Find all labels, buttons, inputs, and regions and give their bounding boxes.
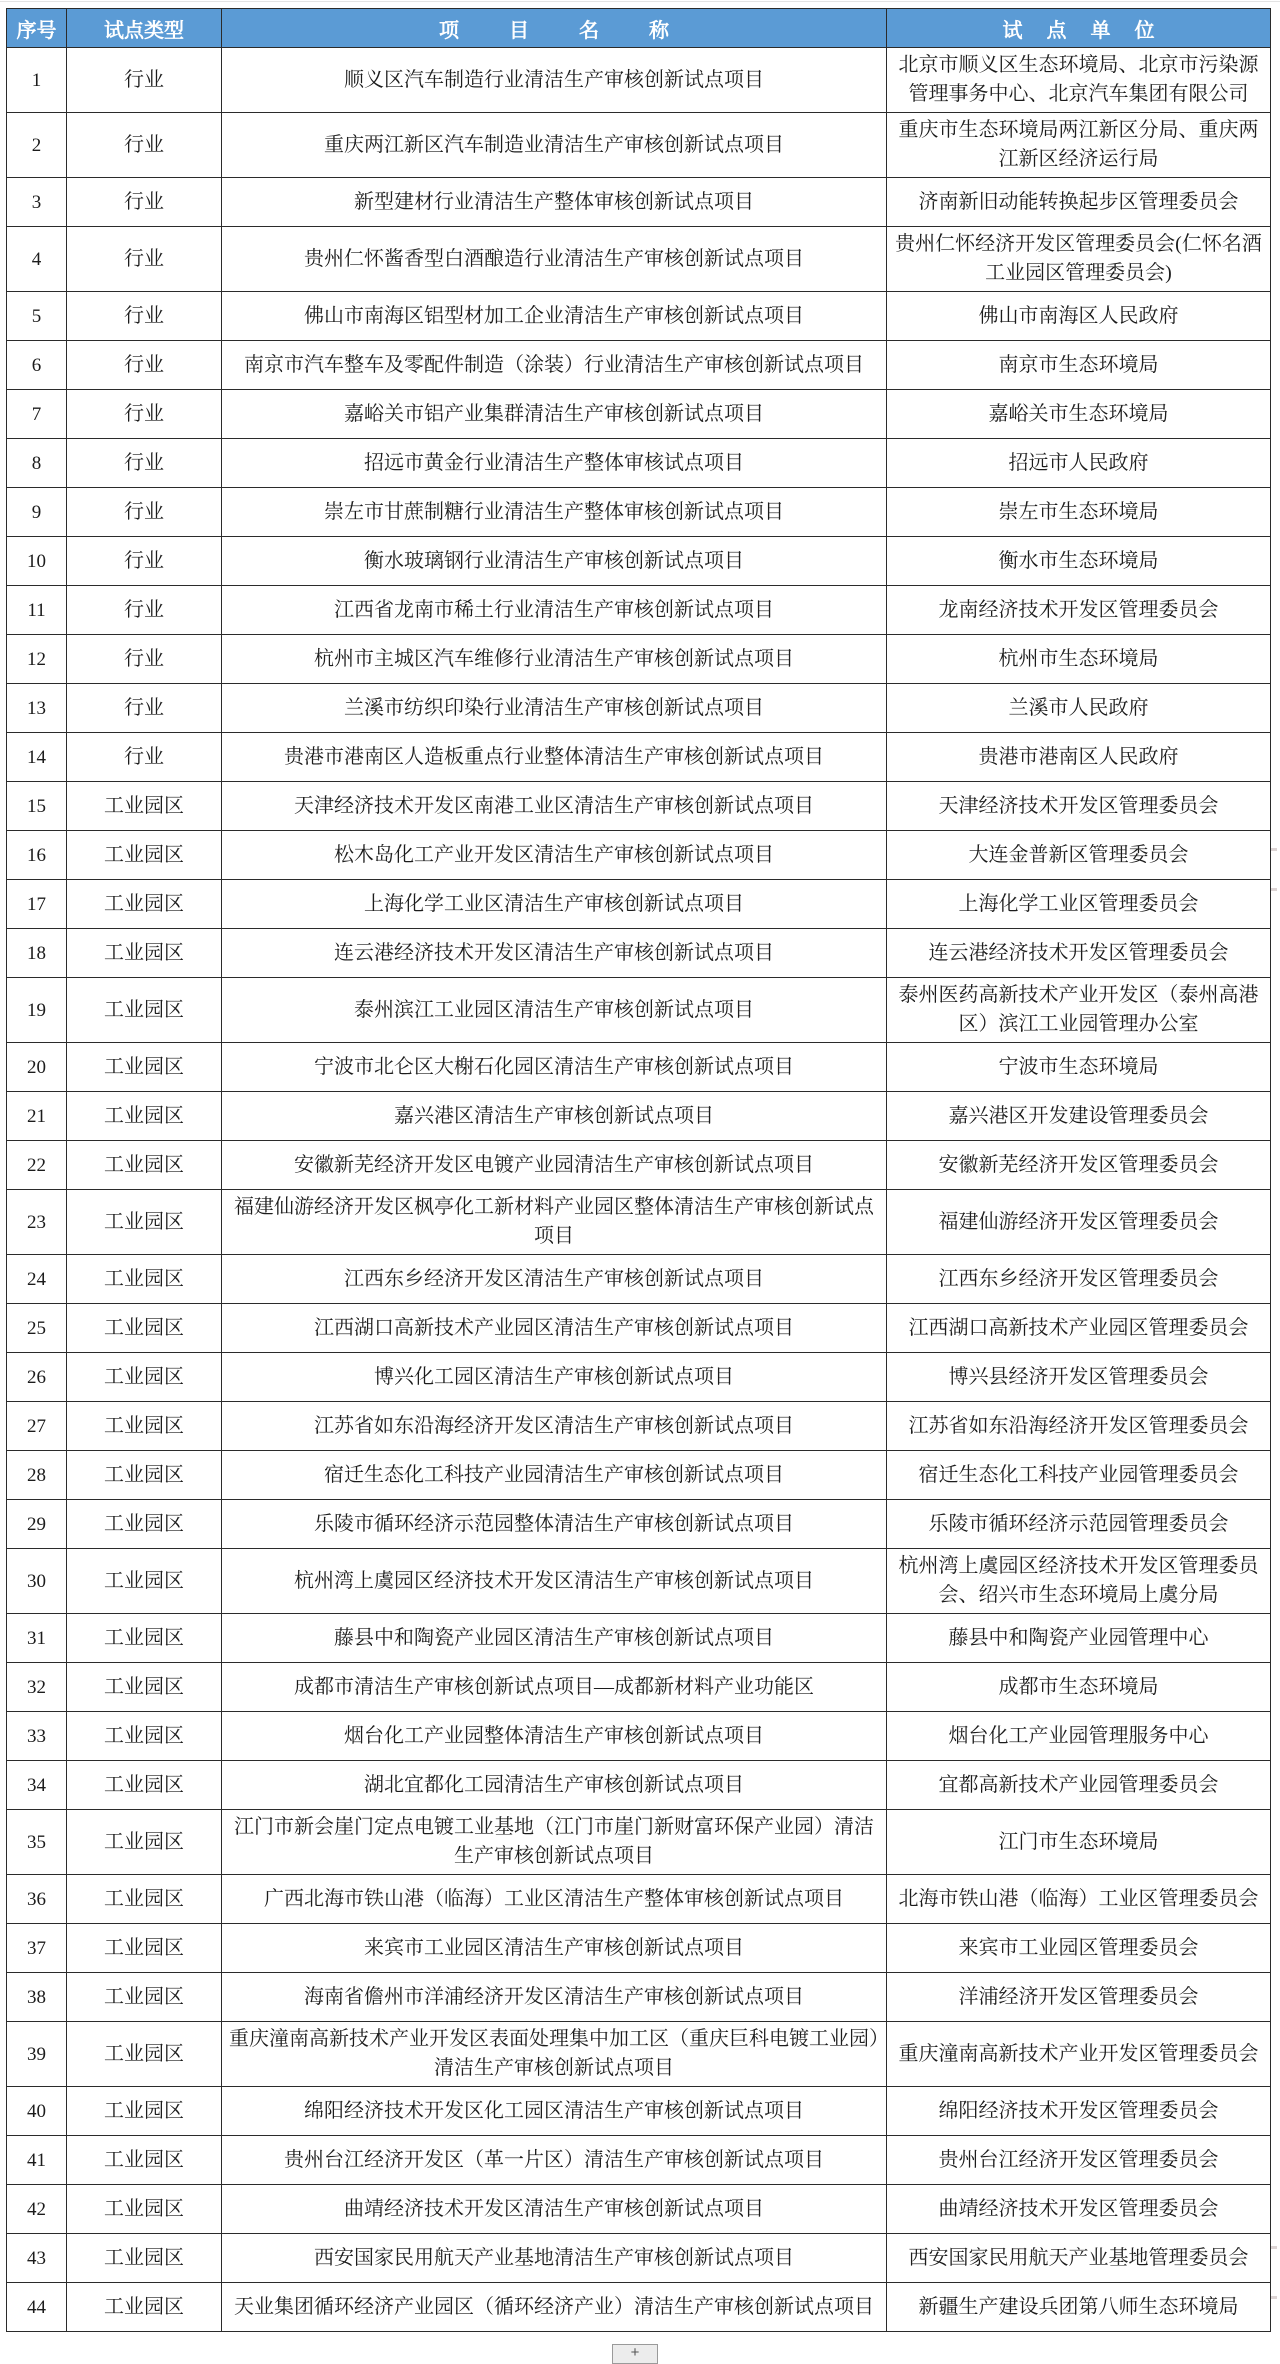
cell-project: 泰州滨江工业园区清洁生产审核创新试点项目 [222, 978, 887, 1043]
table-row [7, 48, 1271, 113]
cell-type: 工业园区 [67, 782, 222, 831]
table-row [7, 978, 1271, 1043]
cell-no: 30 [7, 1549, 67, 1614]
table-row [7, 2022, 1271, 2087]
cell-unit: 北海市铁山港（临海）工业区管理委员会 [887, 1875, 1271, 1924]
cell-project: 杭州市主城区汽车维修行业清洁生产审核创新试点项目 [222, 635, 887, 684]
cell-unit: 衡水市生态环境局 [887, 537, 1271, 586]
cell-no: 1 [7, 48, 67, 113]
cell-type: 工业园区 [67, 978, 222, 1043]
cell-type: 行业 [67, 488, 222, 537]
cell-unit: 崇左市生态环境局 [887, 488, 1271, 537]
cell-project: 招远市黄金行业清洁生产整体审核试点项目 [222, 439, 887, 488]
cell-no: 34 [7, 1761, 67, 1810]
cell-no: 7 [7, 390, 67, 439]
cell-unit: 烟台化工产业园管理服务中心 [887, 1712, 1271, 1761]
cell-unit: 洋浦经济开发区管理委员会 [887, 1973, 1271, 2022]
cell-unit: 龙南经济技术开发区管理委员会 [887, 586, 1271, 635]
table-header [7, 9, 1271, 48]
cell-no: 4 [7, 227, 67, 292]
cell-no: 15 [7, 782, 67, 831]
table-row [7, 488, 1271, 537]
cell-type: 行业 [67, 635, 222, 684]
table-row [7, 537, 1271, 586]
cell-type: 行业 [67, 227, 222, 292]
cell-project: 杭州湾上虞园区经济技术开发区清洁生产审核创新试点项目 [222, 1549, 887, 1614]
cell-type: 工业园区 [67, 1549, 222, 1614]
cell-type: 工业园区 [67, 1402, 222, 1451]
cell-type: 行业 [67, 439, 222, 488]
cell-project: 江苏省如东沿海经济开发区清洁生产审核创新试点项目 [222, 1402, 887, 1451]
table-row [7, 929, 1271, 978]
table-row [7, 1500, 1271, 1549]
cell-unit: 曲靖经济技术开发区管理委员会 [887, 2185, 1271, 2234]
cell-unit: 新疆生产建设兵团第八师生态环境局 [887, 2283, 1271, 2332]
cell-project: 松木岛化工产业开发区清洁生产审核创新试点项目 [222, 831, 887, 880]
cell-unit: 嘉兴港区开发建设管理委员会 [887, 1092, 1271, 1141]
cell-type: 工业园区 [67, 2234, 222, 2283]
cell-type: 工业园区 [67, 2087, 222, 2136]
cell-unit: 贵州仁怀经济开发区管理委员会(仁怀名酒工业园区管理委员会) [887, 227, 1271, 292]
cell-project: 贵州仁怀酱香型白酒酿造行业清洁生产审核创新试点项目 [222, 227, 887, 292]
cell-project: 曲靖经济技术开发区清洁生产审核创新试点项目 [222, 2185, 887, 2234]
cell-no: 35 [7, 1810, 67, 1875]
cell-project: 成都市清洁生产审核创新试点项目—成都新材料产业功能区 [222, 1663, 887, 1712]
table-row [7, 1043, 1271, 1092]
cell-no: 43 [7, 2234, 67, 2283]
cell-no: 29 [7, 1500, 67, 1549]
cell-project: 重庆潼南高新技术产业开发区表面处理集中加工区（重庆巨科电镀工业园）清洁生产审核创新试点项目 [222, 2022, 887, 2087]
cell-type: 行业 [67, 537, 222, 586]
table-row [7, 1190, 1271, 1255]
cell-unit: 江西东乡经济开发区管理委员会 [887, 1255, 1271, 1304]
cell-unit: 泰州医药高新技术产业开发区（泰州高港区）滨江工业园管理办公室 [887, 978, 1271, 1043]
cell-type: 工业园区 [67, 2022, 222, 2087]
table-row [7, 113, 1271, 178]
cell-project: 天津经济技术开发区南港工业区清洁生产审核创新试点项目 [222, 782, 887, 831]
cell-unit: 杭州市生态环境局 [887, 635, 1271, 684]
cell-unit: 西安国家民用航天产业基地管理委员会 [887, 2234, 1271, 2283]
table-row [7, 439, 1271, 488]
table-row [7, 2087, 1271, 2136]
cell-unit: 宜都高新技术产业园管理委员会 [887, 1761, 1271, 1810]
cell-type: 工业园区 [67, 1924, 222, 1973]
pilot-projects-table [6, 8, 1271, 2332]
cell-type: 工业园区 [67, 1043, 222, 1092]
header-no-label: 序号 [16, 19, 57, 42]
cell-type: 工业园区 [67, 1451, 222, 1500]
table-body [7, 48, 1271, 2332]
cell-project: 江西省龙南市稀土行业清洁生产审核创新试点项目 [222, 586, 887, 635]
table-row [7, 1141, 1271, 1190]
table-row [7, 2136, 1271, 2185]
cell-no: 2 [7, 113, 67, 178]
table-row [7, 1973, 1271, 2022]
cell-unit: 连云港经济技术开发区管理委员会 [887, 929, 1271, 978]
cell-project: 湖北宜都化工园清洁生产审核创新试点项目 [222, 1761, 887, 1810]
cell-type: 行业 [67, 341, 222, 390]
cell-project: 连云港经济技术开发区清洁生产审核创新试点项目 [222, 929, 887, 978]
table-row [7, 2283, 1271, 2332]
cell-no: 14 [7, 733, 67, 782]
cell-type: 工业园区 [67, 2185, 222, 2234]
cell-no: 28 [7, 1451, 67, 1500]
cell-project: 重庆两江新区汽车制造业清洁生产审核创新试点项目 [222, 113, 887, 178]
cell-unit: 嘉峪关市生态环境局 [887, 390, 1271, 439]
cell-unit: 贵州台江经济开发区管理委员会 [887, 2136, 1271, 2185]
cell-project: 海南省儋州市洋浦经济开发区清洁生产审核创新试点项目 [222, 1973, 887, 2022]
header-type [67, 9, 222, 48]
cell-unit: 南京市生态环境局 [887, 341, 1271, 390]
cell-type: 行业 [67, 733, 222, 782]
cell-no: 40 [7, 2087, 67, 2136]
table-row [7, 684, 1271, 733]
table-row [7, 178, 1271, 227]
cell-no: 41 [7, 2136, 67, 2185]
cell-project: 西安国家民用航天产业基地清洁生产审核创新试点项目 [222, 2234, 887, 2283]
table-row [7, 1255, 1271, 1304]
cell-unit: 福建仙游经济开发区管理委员会 [887, 1190, 1271, 1255]
cell-type: 工业园区 [67, 1190, 222, 1255]
cell-unit: 大连金普新区管理委员会 [887, 831, 1271, 880]
cell-project: 新型建材行业清洁生产整体审核创新试点项目 [222, 178, 887, 227]
cell-no: 23 [7, 1190, 67, 1255]
cell-project: 佛山市南海区铝型材加工企业清洁生产审核创新试点项目 [222, 292, 887, 341]
cell-type: 行业 [67, 178, 222, 227]
table-row [7, 1451, 1271, 1500]
table-row [7, 1549, 1271, 1614]
table-row [7, 1353, 1271, 1402]
cell-no: 21 [7, 1092, 67, 1141]
cell-no: 37 [7, 1924, 67, 1973]
cell-type: 工业园区 [67, 2283, 222, 2332]
cell-type: 行业 [67, 292, 222, 341]
header-type-label: 试点类型 [104, 19, 184, 42]
cell-no: 6 [7, 341, 67, 390]
cell-unit: 佛山市南海区人民政府 [887, 292, 1271, 341]
table-row [7, 1304, 1271, 1353]
window-top-edge [0, 1, 1280, 2]
cell-project: 博兴化工园区清洁生产审核创新试点项目 [222, 1353, 887, 1402]
cell-project: 上海化学工业区清洁生产审核创新试点项目 [222, 880, 887, 929]
cell-no: 31 [7, 1614, 67, 1663]
cell-unit: 重庆潼南高新技术产业开发区管理委员会 [887, 2022, 1271, 2087]
table-row [7, 831, 1271, 880]
cell-project: 江门市新会崖门定点电镀工业基地（江门市崖门新财富环保产业园）清洁生产审核创新试点项目 [222, 1810, 887, 1875]
table-row [7, 2234, 1271, 2283]
cell-no: 20 [7, 1043, 67, 1092]
cell-type: 工业园区 [67, 1712, 222, 1761]
cell-project: 来宾市工业园区清洁生产审核创新试点项目 [222, 1924, 887, 1973]
cell-no: 27 [7, 1402, 67, 1451]
cell-project: 嘉兴港区清洁生产审核创新试点项目 [222, 1092, 887, 1141]
cell-project: 崇左市甘蔗制糖行业清洁生产整体审核创新试点项目 [222, 488, 887, 537]
cell-no: 16 [7, 831, 67, 880]
cell-unit: 北京市顺义区生态环境局、北京市污染源管理事务中心、北京汽车集团有限公司 [887, 48, 1271, 113]
table-row [7, 1402, 1271, 1451]
cell-project: 绵阳经济技术开发区化工园区清洁生产审核创新试点项目 [222, 2087, 887, 2136]
cell-project: 贵港市港南区人造板重点行业整体清洁生产审核创新试点项目 [222, 733, 887, 782]
table-row [7, 880, 1271, 929]
cell-no: 8 [7, 439, 67, 488]
cell-project: 藤县中和陶瓷产业园区清洁生产审核创新试点项目 [222, 1614, 887, 1663]
cell-unit: 江西湖口高新技术产业园区管理委员会 [887, 1304, 1271, 1353]
cell-type: 工业园区 [67, 831, 222, 880]
cell-no: 33 [7, 1712, 67, 1761]
margin-mark [1271, 2246, 1277, 2249]
cell-unit: 安徽新芜经济开发区管理委员会 [887, 1141, 1271, 1190]
cell-no: 42 [7, 2185, 67, 2234]
table-row [7, 390, 1271, 439]
table-row [7, 1092, 1271, 1141]
header-unit [887, 9, 1271, 48]
cell-type: 行业 [67, 390, 222, 439]
cell-unit: 招远市人民政府 [887, 439, 1271, 488]
cell-type: 工业园区 [67, 2136, 222, 2185]
cell-type: 工业园区 [67, 1092, 222, 1141]
table-row [7, 1810, 1271, 1875]
cell-unit: 天津经济技术开发区管理委员会 [887, 782, 1271, 831]
cell-type: 工业园区 [67, 1353, 222, 1402]
cell-no: 11 [7, 586, 67, 635]
cell-unit: 宿迁生态化工科技产业园管理委员会 [887, 1451, 1271, 1500]
table-row [7, 227, 1271, 292]
table-row [7, 1761, 1271, 1810]
cell-no: 44 [7, 2283, 67, 2332]
cell-unit: 杭州湾上虞园区经济技术开发区管理委员会、绍兴市生态环境局上虞分局 [887, 1549, 1271, 1614]
cell-type: 工业园区 [67, 1500, 222, 1549]
cell-project: 烟台化工产业园整体清洁生产审核创新试点项目 [222, 1712, 887, 1761]
cell-no: 36 [7, 1875, 67, 1924]
table-row [7, 1663, 1271, 1712]
cell-no: 22 [7, 1141, 67, 1190]
table-row [7, 292, 1271, 341]
cell-type: 工业园区 [67, 1761, 222, 1810]
margin-mark [1271, 888, 1277, 891]
cell-type: 工业园区 [67, 880, 222, 929]
cell-type: 工业园区 [67, 1255, 222, 1304]
cell-no: 18 [7, 929, 67, 978]
cell-project: 江西湖口高新技术产业园区清洁生产审核创新试点项目 [222, 1304, 887, 1353]
cell-project: 兰溪市纺织印染行业清洁生产审核创新试点项目 [222, 684, 887, 733]
table-row [7, 341, 1271, 390]
cell-unit: 绵阳经济技术开发区管理委员会 [887, 2087, 1271, 2136]
margin-mark [1271, 2296, 1277, 2299]
cell-type: 工业园区 [67, 1304, 222, 1353]
cell-unit: 乐陵市循环经济示范园管理委员会 [887, 1500, 1271, 1549]
table-row [7, 1614, 1271, 1663]
cell-project: 安徽新芜经济开发区电镀产业园清洁生产审核创新试点项目 [222, 1141, 887, 1190]
cell-no: 25 [7, 1304, 67, 1353]
table-row [7, 782, 1271, 831]
cell-project: 衡水玻璃钢行业清洁生产审核创新试点项目 [222, 537, 887, 586]
cell-no: 38 [7, 1973, 67, 2022]
cell-project: 江西东乡经济开发区清洁生产审核创新试点项目 [222, 1255, 887, 1304]
cell-no: 32 [7, 1663, 67, 1712]
cell-project: 福建仙游经济开发区枫亭化工新材料产业园区整体清洁生产审核创新试点项目 [222, 1190, 887, 1255]
cell-no: 3 [7, 178, 67, 227]
margin-mark [1271, 848, 1277, 851]
cell-unit: 来宾市工业园区管理委员会 [887, 1924, 1271, 1973]
header-unit-label: 试点单位 [1002, 19, 1179, 42]
cell-unit: 江门市生态环境局 [887, 1810, 1271, 1875]
cell-type: 工业园区 [67, 1875, 222, 1924]
table-row [7, 2185, 1271, 2234]
cell-unit: 江苏省如东沿海经济开发区管理委员会 [887, 1402, 1271, 1451]
cell-unit: 成都市生态环境局 [887, 1663, 1271, 1712]
cell-no: 5 [7, 292, 67, 341]
cell-type: 工业园区 [67, 929, 222, 978]
cell-no: 9 [7, 488, 67, 537]
table-row [7, 733, 1271, 782]
cell-unit: 宁波市生态环境局 [887, 1043, 1271, 1092]
table-row [7, 586, 1271, 635]
cell-project: 南京市汽车整车及零配件制造（涂装）行业清洁生产审核创新试点项目 [222, 341, 887, 390]
cell-project: 嘉峪关市铝产业集群清洁生产审核创新试点项目 [222, 390, 887, 439]
cell-project: 乐陵市循环经济示范园整体清洁生产审核创新试点项目 [222, 1500, 887, 1549]
cell-project: 宿迁生态化工科技产业园清洁生产审核创新试点项目 [222, 1451, 887, 1500]
table-row [7, 1924, 1271, 1973]
cell-no: 13 [7, 684, 67, 733]
cell-unit: 藤县中和陶瓷产业园管理中心 [887, 1614, 1271, 1663]
cell-unit: 贵港市港南区人民政府 [887, 733, 1271, 782]
table-row [7, 1875, 1271, 1924]
cell-project: 天业集团循环经济产业园区（循环经济产业）清洁生产审核创新试点项目 [222, 2283, 887, 2332]
cell-no: 10 [7, 537, 67, 586]
add-page-button[interactable]: + [612, 2344, 658, 2364]
table-row [7, 635, 1271, 684]
cell-type: 工业园区 [67, 1973, 222, 2022]
cell-unit: 兰溪市人民政府 [887, 684, 1271, 733]
cell-no: 39 [7, 2022, 67, 2087]
cell-type: 行业 [67, 684, 222, 733]
header-project-label: 项目名称 [439, 19, 719, 42]
cell-project: 贵州台江经济开发区（革一片区）清洁生产审核创新试点项目 [222, 2136, 887, 2185]
cell-type: 工业园区 [67, 1663, 222, 1712]
cell-type: 行业 [67, 586, 222, 635]
cell-type: 工业园区 [67, 1614, 222, 1663]
cell-unit: 上海化学工业区管理委员会 [887, 880, 1271, 929]
cell-unit: 济南新旧动能转换起步区管理委员会 [887, 178, 1271, 227]
cell-no: 19 [7, 978, 67, 1043]
cell-project: 广西北海市铁山港（临海）工业区清洁生产整体审核创新试点项目 [222, 1875, 887, 1924]
table-row [7, 1712, 1271, 1761]
cell-type: 行业 [67, 113, 222, 178]
cell-type: 行业 [67, 48, 222, 113]
cell-project: 顺义区汽车制造行业清洁生产审核创新试点项目 [222, 48, 887, 113]
cell-type: 工业园区 [67, 1141, 222, 1190]
cell-unit: 博兴县经济开发区管理委员会 [887, 1353, 1271, 1402]
header-project [222, 9, 887, 48]
cell-no: 26 [7, 1353, 67, 1402]
cell-no: 12 [7, 635, 67, 684]
header-no [7, 9, 67, 48]
cell-no: 17 [7, 880, 67, 929]
cell-no: 24 [7, 1255, 67, 1304]
cell-project: 宁波市北仑区大榭石化园区清洁生产审核创新试点项目 [222, 1043, 887, 1092]
header-row [7, 9, 1271, 48]
cell-type: 工业园区 [67, 1810, 222, 1875]
cell-unit: 重庆市生态环境局两江新区分局、重庆两江新区经济运行局 [887, 113, 1271, 178]
